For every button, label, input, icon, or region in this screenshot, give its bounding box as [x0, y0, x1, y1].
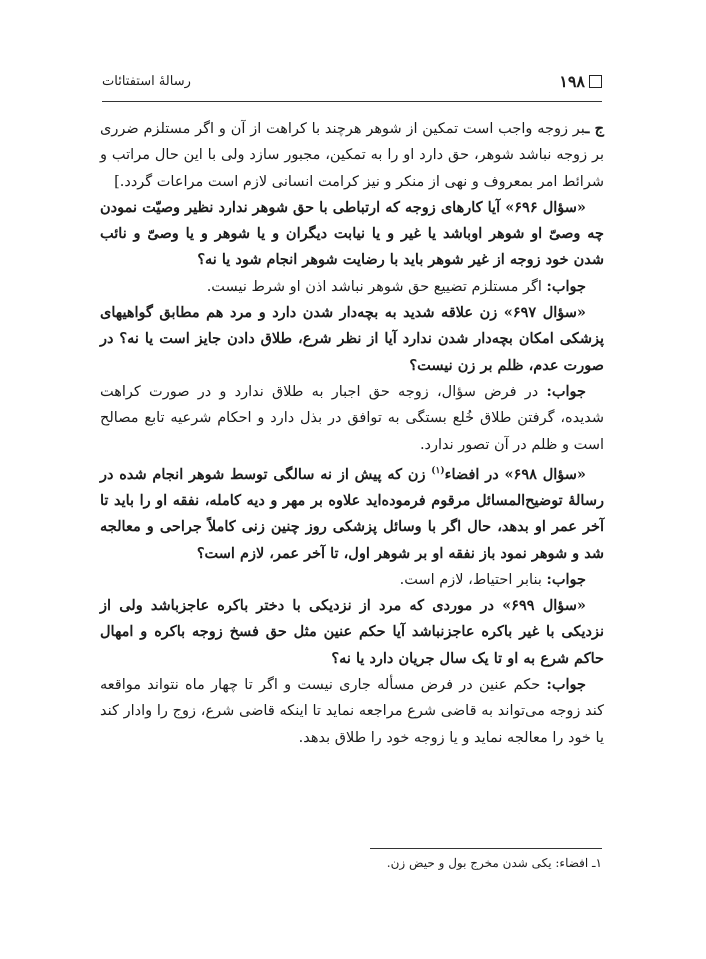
answer-label: جواب: [546, 277, 586, 295]
page-header [102, 70, 602, 98]
footnote-ref: (۱) [431, 465, 445, 476]
answer-text: بنابر احتیاط، لازم است. [399, 571, 542, 588]
answer-label: ج ـ [585, 120, 604, 137]
answer-text: اگر مستلزم تضییع حق شوهر نباشد اذن او شرط نیست. [206, 278, 542, 295]
answer-text: در فرض سؤال، زوجه حق اجبار به طلاق ندارد و در صورت کراهت شدیده، گرفتن طلاق خُلع بستگی به توافق در بذل دارد و احکام شرعیه تابع مصالح است و ظلم در آن تصور ندارد. [100, 383, 604, 453]
answer-697 [100, 379, 604, 458]
question-696: «سؤال ۶۹۶» آیا کارهای زوجه که ارتباطی با حق شوهر ندارد نظیر وصیّت نمودن چه وصیّ او شوهر اوباشد یا غیر و یا نیابت دیگران و یا شوهر و یا وصیّ و نائب شدن خود زوجه از غیر شوهر باید با رضایت شوهر انجام شود یا نه؟ [100, 198, 604, 269]
answer-696 [100, 274, 604, 300]
answer-699 [100, 672, 604, 751]
question-698 [100, 458, 604, 567]
square-icon [589, 75, 602, 88]
answer-text: بر زوجه واجب است تمکین از شوهر هرچند با کراهت از آن و اگر مستلزم ضرری بر زوجه نباشد شوهر، حق دارد او را به تمکین، مجبور سازد ولی با این حال مراتب و شرائط امر بمعروف و نهی از منکر و نیز کرامت انسانی لازم است مراعات گردد.] [100, 121, 604, 190]
question-699: «سؤال ۶۹۹» در موردی که مرد از نزدیکی با دختر باکره عاجزباشد ولی از نزدیکی با غیر باکره عاجزنباشد آیا حکم عنین مثل حق فسخ زوجه باکره و امهال حاکم شرع به او تا یک سال جریان دارد یا نه؟ [100, 597, 604, 667]
question-698-start: «سؤال ۶۹۸» در افضاء [444, 465, 586, 483]
question-697: «سؤال ۶۹۷» زن علاقه شدید به بچه‌دار شدن دارد و مرد هم مطابق گواهیهای پزشکی امکان بچه‌دار شدن ندارد آیا از نظر شرع، طلاق دادن جایز است یا نه؟ در صورت عدم، ظلم بر زن نیست؟ [100, 304, 604, 374]
answer-paragraph-continued [100, 116, 604, 195]
answer-698 [100, 567, 604, 593]
answer-label: جواب: [546, 570, 586, 588]
page-number-group [559, 72, 602, 91]
answer-label: جواب: [546, 382, 586, 400]
footnote: ۱ـ افضاء: یکی شدن مخرج بول و حیض زن. [386, 856, 602, 870]
header-rule [102, 101, 602, 102]
answer-label: جواب: [546, 676, 587, 694]
running-title: رسالهٔ استفتائات [102, 74, 191, 89]
page-number: ۱۹۸ [559, 72, 585, 91]
page-body [100, 116, 604, 751]
question-698-rest: زن که پیش از نه سالگی توسط شوهر انجام شده در رسالهٔ توضیح‌المسائل مرقوم فرموده‌اید علاوه بر مهر و دیه کامله، نفقه او را باید تا آخر عمر او بدهد، حال اگر با وسائل پزشکی روز چنین زنی کاملاً جراحی و معالجه شد و شوهر نمود باز نفقه او بر شوهر اول، تا آخر عمر، لازم است؟ [100, 465, 604, 562]
footnote-rule [370, 848, 602, 849]
answer-text: حکم عنین در فرض مسأله جاری نیست و اگر تا چهار ماه نتواند مواقعه کند زوجه می‌تواند به قاضی شرع مراجعه نماید تا اینکه قاضی شرع، زوج را وادار کند یا خود را معالجه نماید و یا زوجه خود را طلاق بدهد. [100, 677, 604, 746]
